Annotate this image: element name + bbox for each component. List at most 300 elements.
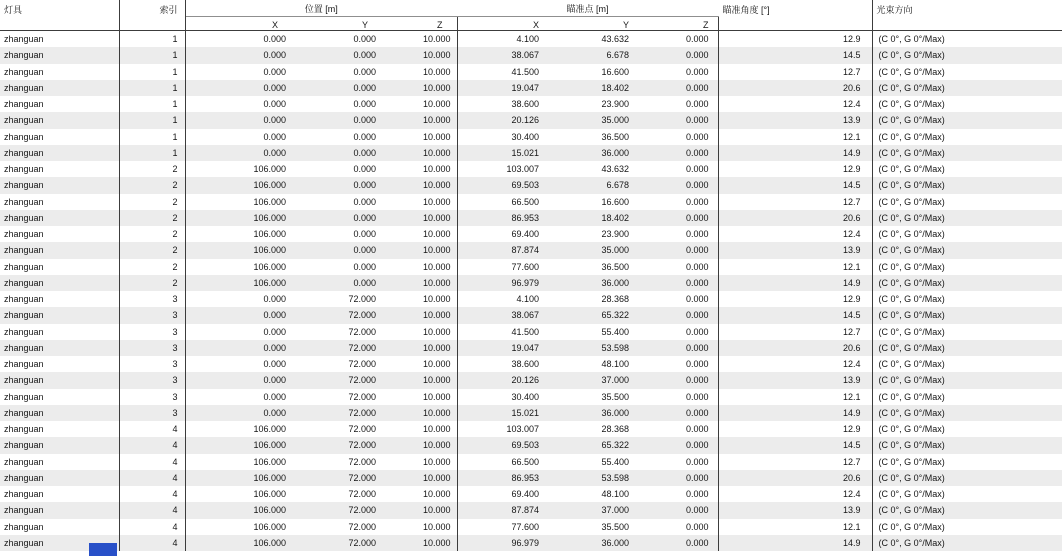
cell-pos-z: 10.000	[382, 275, 457, 291]
cell-aim-x: 69.400	[511, 229, 540, 239]
cell-aim-x: 96.979	[511, 277, 540, 288]
cell-pos-y: 72.000	[348, 294, 376, 304]
cell-luminaire: zhanguan	[0, 291, 119, 307]
table-row[interactable]	[0, 129, 1062, 145]
cell-luminaire: zhanguan	[0, 372, 119, 388]
cell-aim-z: 0.000	[638, 454, 718, 470]
cell-aiming-angle: 20.6	[718, 340, 872, 356]
cell-pos-y: 0.000	[353, 180, 376, 191]
cell-aiming-angle: 12.4	[718, 486, 872, 502]
cell-pos-x: 106.000	[253, 456, 286, 467]
cell-pos-y: 0.000	[353, 82, 376, 93]
cell-index: 4	[119, 535, 185, 551]
cell-pos-x: 106.000	[253, 489, 286, 499]
cell-beam-direction: (C 0°, G 0°/Max)	[878, 164, 945, 174]
cell-aim-z: 0.000	[638, 226, 718, 242]
cell-beam-direction: (C 0°, G 0°/Max)	[878, 472, 945, 483]
cell-beam-direction: (C 0°, G 0°/Max)	[878, 521, 945, 532]
cell-beam-direction: (C 0°, G 0°/Max)	[878, 131, 945, 142]
cell-luminaire: zhanguan	[0, 242, 119, 258]
cell-beam-direction: (C 0°, G 0°/Max)	[878, 505, 945, 516]
cell-beam-direction: (C 0°, G 0°/Max)	[878, 196, 945, 207]
cell-aim-z: 0.000	[638, 486, 718, 502]
cell-aiming-angle: 12.4	[718, 356, 872, 372]
table-row[interactable]	[0, 389, 1062, 405]
cell-aiming-angle: 13.9	[718, 372, 872, 388]
cell-aim-y: 55.400	[601, 456, 630, 467]
cell-aim-z: 0.000	[638, 259, 718, 275]
cell-index: 2	[119, 210, 185, 226]
cell-aim-y: 43.632	[601, 34, 630, 44]
cell-aim-z: 0.000	[638, 421, 718, 437]
cell-aim-z: 0.000	[638, 340, 718, 356]
cell-aim-y: 35.000	[601, 245, 630, 256]
cell-pos-z: 10.000	[382, 437, 457, 453]
cell-pos-z: 10.000	[382, 519, 457, 535]
header-aiming-group: 瞄准点 [m]	[457, 0, 718, 17]
cell-pos-y: 0.000	[353, 212, 376, 223]
cell-pos-z: 10.000	[382, 96, 457, 112]
cell-index: 1	[119, 112, 185, 128]
table-row[interactable]	[0, 454, 1062, 470]
cell-luminaire: zhanguan	[0, 340, 119, 356]
cell-index: 4	[119, 437, 185, 453]
cell-aiming-angle: 12.9	[718, 421, 872, 437]
table-row[interactable]	[0, 340, 1062, 356]
cell-aim-x: 87.874	[511, 505, 540, 516]
header-beam-direction: 光束方向	[872, 0, 1062, 31]
cell-pos-x: 0.000	[263, 66, 286, 77]
cell-pos-x: 106.000	[253, 424, 286, 434]
cell-pos-x: 106.000	[253, 537, 286, 548]
cell-index: 2	[119, 259, 185, 275]
cell-pos-x: 0.000	[263, 50, 286, 61]
header-position-group: 位置 [m]	[185, 0, 457, 17]
cell-aim-z: 0.000	[638, 47, 718, 63]
cell-aim-y: 35.500	[601, 391, 630, 402]
cell-aiming-angle: 14.9	[718, 405, 872, 421]
cell-pos-y: 72.000	[348, 537, 376, 548]
cell-beam-direction: (C 0°, G 0°/Max)	[878, 310, 945, 321]
cell-beam-direction: (C 0°, G 0°/Max)	[878, 359, 945, 369]
cell-pos-x: 0.000	[263, 310, 286, 321]
cell-beam-direction: (C 0°, G 0°/Max)	[878, 407, 945, 418]
cell-luminaire: zhanguan	[0, 31, 119, 48]
cell-pos-x: 0.000	[263, 326, 286, 337]
cell-aiming-angle: 13.9	[718, 242, 872, 258]
table-row[interactable]	[0, 502, 1062, 518]
cell-aiming-angle: 12.9	[718, 291, 872, 307]
cell-aim-x: 20.126	[511, 375, 540, 386]
cell-beam-direction: (C 0°, G 0°/Max)	[878, 66, 945, 77]
cell-beam-direction: (C 0°, G 0°/Max)	[878, 391, 945, 402]
cell-pos-z: 10.000	[382, 356, 457, 372]
cell-pos-y: 72.000	[348, 326, 376, 337]
cell-luminaire: zhanguan	[0, 356, 119, 372]
cell-pos-x: 106.000	[253, 277, 286, 288]
cell-pos-y: 72.000	[348, 310, 376, 321]
cell-luminaire: zhanguan	[0, 405, 119, 421]
cell-aim-x: 69.400	[511, 489, 540, 499]
cell-luminaire: zhanguan	[0, 259, 119, 275]
cell-aim-x: 66.500	[511, 456, 540, 467]
cell-index: 1	[119, 96, 185, 112]
cell-aim-z: 0.000	[638, 64, 718, 80]
cell-index: 3	[119, 291, 185, 307]
cell-aiming-angle: 14.5	[718, 47, 872, 63]
cell-pos-x: 0.000	[263, 407, 286, 418]
table-row[interactable]	[0, 47, 1062, 63]
cell-pos-y: 0.000	[353, 147, 376, 158]
cell-pos-y: 72.000	[348, 521, 376, 532]
table-row[interactable]	[0, 519, 1062, 535]
cell-pos-z: 10.000	[382, 226, 457, 242]
cell-beam-direction: (C 0°, G 0°/Max)	[878, 424, 945, 434]
cell-beam-direction: (C 0°, G 0°/Max)	[878, 115, 945, 126]
table-row[interactable]	[0, 405, 1062, 421]
cell-luminaire: zhanguan	[0, 64, 119, 80]
cell-aim-z: 0.000	[638, 31, 718, 48]
cell-beam-direction: (C 0°, G 0°/Max)	[878, 326, 945, 337]
cell-beam-direction: (C 0°, G 0°/Max)	[878, 277, 945, 288]
cell-aim-z: 0.000	[638, 535, 718, 551]
cell-index: 3	[119, 405, 185, 421]
cell-beam-direction: (C 0°, G 0°/Max)	[878, 261, 945, 272]
cell-aim-z: 0.000	[638, 291, 718, 307]
cell-aim-y: 6.678	[606, 50, 630, 61]
cell-beam-direction: (C 0°, G 0°/Max)	[878, 294, 945, 304]
cell-aim-x: 4.100	[516, 294, 540, 304]
cell-luminaire: zhanguan	[0, 177, 119, 193]
cell-aim-x: 4.100	[516, 34, 540, 44]
cell-pos-y: 0.000	[353, 245, 376, 256]
cell-pos-y: 72.000	[348, 472, 376, 483]
cell-aiming-angle: 14.5	[718, 307, 872, 323]
cell-aim-x: 77.600	[511, 521, 540, 532]
cell-pos-y: 72.000	[348, 424, 376, 434]
cell-aiming-angle: 13.9	[718, 502, 872, 518]
cell-aim-x: 30.400	[511, 391, 540, 402]
cell-luminaire: zhanguan	[0, 194, 119, 210]
cell-index: 2	[119, 161, 185, 177]
cell-pos-z: 10.000	[382, 324, 457, 340]
table-row[interactable]	[0, 242, 1062, 258]
cell-aim-x: 41.500	[511, 66, 540, 77]
table-row[interactable]	[0, 194, 1062, 210]
cell-luminaire: zhanguan	[0, 96, 119, 112]
cell-aim-x: 38.600	[511, 99, 540, 109]
cell-luminaire: zhanguan	[0, 112, 119, 128]
cell-pos-y: 0.000	[353, 99, 376, 109]
cell-aim-x: 103.007	[506, 424, 540, 434]
cell-aiming-angle: 20.6	[718, 470, 872, 486]
cell-pos-y: 72.000	[348, 505, 376, 516]
cell-pos-z: 10.000	[382, 486, 457, 502]
cell-luminaire: zhanguan	[0, 129, 119, 145]
cell-pos-x: 0.000	[263, 391, 286, 402]
cell-pos-x: 0.000	[263, 147, 286, 158]
cell-index: 4	[119, 421, 185, 437]
cell-beam-direction: (C 0°, G 0°/Max)	[878, 212, 945, 223]
cell-pos-z: 10.000	[382, 242, 457, 258]
cell-pos-z: 10.000	[382, 307, 457, 323]
cell-aim-x: 15.021	[511, 407, 540, 418]
cell-aiming-angle: 12.1	[718, 389, 872, 405]
cell-pos-z: 10.000	[382, 112, 457, 128]
cell-index: 2	[119, 226, 185, 242]
cell-index: 3	[119, 324, 185, 340]
table-row[interactable]	[0, 31, 1062, 48]
cell-pos-z: 10.000	[382, 535, 457, 551]
cell-pos-y: 72.000	[348, 391, 376, 402]
cell-pos-x: 0.000	[263, 375, 286, 386]
cell-pos-x: 0.000	[263, 131, 286, 142]
cell-aim-z: 0.000	[638, 161, 718, 177]
header-aim-z: Z	[638, 17, 718, 31]
cell-pos-x: 0.000	[263, 294, 286, 304]
cell-aim-y: 16.600	[601, 66, 630, 77]
cell-beam-direction: (C 0°, G 0°/Max)	[878, 537, 945, 548]
cell-aim-y: 65.322	[601, 310, 630, 321]
cell-aiming-angle: 12.1	[718, 129, 872, 145]
cell-aim-y: 37.000	[601, 375, 630, 386]
table-row[interactable]	[0, 145, 1062, 161]
table-row[interactable]	[0, 259, 1062, 275]
cell-aim-y: 18.402	[601, 212, 630, 223]
table-row[interactable]	[0, 112, 1062, 128]
cell-aim-x: 19.047	[511, 82, 540, 93]
cell-pos-x: 0.000	[263, 115, 286, 126]
cell-luminaire: zhanguan	[0, 389, 119, 405]
cell-aiming-angle: 12.7	[718, 454, 872, 470]
cell-pos-z: 10.000	[382, 31, 457, 48]
cell-pos-y: 0.000	[353, 50, 376, 61]
cell-pos-z: 10.000	[382, 129, 457, 145]
cell-pos-y: 0.000	[353, 277, 376, 288]
table-row[interactable]	[0, 64, 1062, 80]
cell-pos-x: 0.000	[263, 359, 286, 369]
cell-aim-x: 15.021	[511, 147, 540, 158]
table-row[interactable]	[0, 161, 1062, 177]
cell-pos-z: 10.000	[382, 389, 457, 405]
cell-aim-z: 0.000	[638, 177, 718, 193]
cell-pos-z: 10.000	[382, 177, 457, 193]
table-row[interactable]	[0, 291, 1062, 307]
cell-aim-x: 69.503	[511, 440, 540, 451]
table-row[interactable]	[0, 324, 1062, 340]
cell-aim-y: 36.000	[601, 147, 630, 158]
selection-highlight[interactable]	[89, 543, 117, 556]
cell-luminaire: zhanguan	[0, 161, 119, 177]
cell-beam-direction: (C 0°, G 0°/Max)	[878, 180, 945, 191]
cell-aim-y: 48.100	[601, 359, 630, 369]
cell-aiming-angle: 20.6	[718, 210, 872, 226]
cell-aim-z: 0.000	[638, 324, 718, 340]
cell-aim-y: 36.000	[601, 407, 630, 418]
table-row[interactable]	[0, 226, 1062, 242]
cell-aim-y: 16.600	[601, 196, 630, 207]
cell-index: 1	[119, 47, 185, 63]
table-row[interactable]	[0, 80, 1062, 96]
cell-beam-direction: (C 0°, G 0°/Max)	[878, 99, 945, 109]
cell-aim-y: 28.368	[601, 424, 630, 434]
cell-pos-x: 106.000	[253, 261, 286, 272]
cell-pos-y: 0.000	[353, 164, 376, 174]
cell-pos-x: 106.000	[253, 245, 286, 256]
cell-aim-x: 96.979	[511, 537, 540, 548]
cell-aiming-angle: 14.5	[718, 177, 872, 193]
cell-aim-x: 77.600	[511, 261, 540, 272]
cell-luminaire: zhanguan	[0, 210, 119, 226]
cell-index: 3	[119, 340, 185, 356]
cell-pos-y: 72.000	[348, 359, 376, 369]
cell-pos-y: 72.000	[348, 456, 376, 467]
cell-aim-x: 20.126	[511, 115, 540, 126]
cell-pos-z: 10.000	[382, 161, 457, 177]
cell-aim-y: 43.632	[601, 164, 630, 174]
cell-aim-y: 23.900	[601, 229, 630, 239]
cell-aim-x: 86.953	[511, 212, 540, 223]
cell-beam-direction: (C 0°, G 0°/Max)	[878, 82, 945, 93]
cell-aim-y: 35.000	[601, 115, 630, 126]
cell-index: 4	[119, 470, 185, 486]
table-row[interactable]	[0, 356, 1062, 372]
cell-beam-direction: (C 0°, G 0°/Max)	[878, 229, 945, 239]
cell-aim-x: 30.400	[511, 131, 540, 142]
cell-index: 3	[119, 389, 185, 405]
cell-pos-x: 0.000	[263, 34, 286, 44]
cell-pos-z: 10.000	[382, 502, 457, 518]
cell-pos-x: 0.000	[263, 82, 286, 93]
cell-beam-direction: (C 0°, G 0°/Max)	[878, 440, 945, 451]
cell-luminaire: zhanguan	[0, 470, 119, 486]
cell-luminaire: zhanguan	[0, 80, 119, 96]
header-luminaire: 灯具	[0, 0, 119, 31]
cell-index: 2	[119, 275, 185, 291]
header-pos-y: Y	[292, 17, 382, 31]
cell-aiming-angle: 14.9	[718, 275, 872, 291]
cell-index: 3	[119, 307, 185, 323]
header-pos-x: X	[185, 17, 292, 31]
cell-aim-x: 38.600	[511, 359, 540, 369]
cell-pos-y: 0.000	[353, 34, 376, 44]
cell-pos-z: 10.000	[382, 80, 457, 96]
cell-pos-y: 72.000	[348, 342, 376, 353]
cell-aim-z: 0.000	[638, 307, 718, 323]
cell-aim-x: 87.874	[511, 245, 540, 256]
cell-aim-y: 48.100	[601, 489, 630, 499]
cell-aim-y: 6.678	[606, 180, 630, 191]
table-row[interactable]	[0, 307, 1062, 323]
cell-aiming-angle: 20.6	[718, 80, 872, 96]
cell-beam-direction: (C 0°, G 0°/Max)	[878, 34, 945, 44]
cell-luminaire: zhanguan	[0, 535, 119, 551]
cell-aim-z: 0.000	[638, 275, 718, 291]
cell-luminaire: zhanguan	[0, 47, 119, 63]
cell-aim-y: 36.500	[601, 131, 630, 142]
cell-index: 1	[119, 31, 185, 48]
cell-aim-y: 36.500	[601, 261, 630, 272]
cell-aiming-angle: 12.1	[718, 519, 872, 535]
cell-pos-x: 106.000	[253, 196, 286, 207]
cell-beam-direction: (C 0°, G 0°/Max)	[878, 342, 945, 353]
cell-pos-x: 106.000	[253, 164, 286, 174]
cell-pos-x: 0.000	[263, 342, 286, 353]
cell-aim-y: 36.000	[601, 537, 630, 548]
cell-pos-z: 10.000	[382, 145, 457, 161]
cell-pos-y: 72.000	[348, 440, 376, 451]
cell-aiming-angle: 12.9	[718, 161, 872, 177]
table-body	[0, 31, 1062, 552]
table-row[interactable]	[0, 275, 1062, 291]
cell-pos-y: 72.000	[348, 375, 376, 386]
table-row[interactable]	[0, 535, 1062, 551]
cell-aim-z: 0.000	[638, 242, 718, 258]
cell-index: 4	[119, 519, 185, 535]
cell-pos-z: 10.000	[382, 47, 457, 63]
cell-aim-x: 69.503	[511, 180, 540, 191]
cell-pos-y: 0.000	[353, 229, 376, 239]
cell-index: 4	[119, 502, 185, 518]
cell-aim-z: 0.000	[638, 405, 718, 421]
cell-luminaire: zhanguan	[0, 454, 119, 470]
cell-pos-y: 0.000	[353, 115, 376, 126]
cell-aim-z: 0.000	[638, 194, 718, 210]
cell-beam-direction: (C 0°, G 0°/Max)	[878, 489, 945, 499]
cell-pos-z: 10.000	[382, 421, 457, 437]
cell-aim-z: 0.000	[638, 519, 718, 535]
cell-aim-z: 0.000	[638, 389, 718, 405]
cell-luminaire: zhanguan	[0, 519, 119, 535]
cell-pos-x: 106.000	[253, 212, 286, 223]
cell-index: 1	[119, 64, 185, 80]
table-row[interactable]	[0, 96, 1062, 112]
cell-index: 1	[119, 145, 185, 161]
header-pos-z: Z	[382, 17, 457, 31]
cell-pos-y: 0.000	[353, 196, 376, 207]
cell-aim-y: 53.598	[601, 472, 630, 483]
cell-pos-y: 0.000	[353, 66, 376, 77]
table-row[interactable]	[0, 210, 1062, 226]
cell-aim-x: 41.500	[511, 326, 540, 337]
table-row[interactable]	[0, 486, 1062, 502]
cell-pos-x: 106.000	[253, 521, 286, 532]
cell-index: 2	[119, 194, 185, 210]
cell-aim-z: 0.000	[638, 372, 718, 388]
table-row[interactable]	[0, 372, 1062, 388]
cell-pos-x: 106.000	[253, 440, 286, 451]
cell-pos-z: 10.000	[382, 210, 457, 226]
cell-index: 1	[119, 80, 185, 96]
header-index: 索引	[119, 0, 185, 31]
cell-aim-y: 18.402	[601, 82, 630, 93]
cell-pos-x: 106.000	[253, 505, 286, 516]
cell-pos-z: 10.000	[382, 470, 457, 486]
cell-aiming-angle: 13.9	[718, 112, 872, 128]
cell-beam-direction: (C 0°, G 0°/Max)	[878, 375, 945, 386]
cell-aim-z: 0.000	[638, 210, 718, 226]
table-row[interactable]	[0, 421, 1062, 437]
cell-aim-x: 38.067	[511, 50, 540, 61]
table-row[interactable]	[0, 470, 1062, 486]
table-row[interactable]	[0, 177, 1062, 193]
cell-aim-y: 55.400	[601, 326, 630, 337]
cell-aiming-angle: 12.4	[718, 96, 872, 112]
table-row[interactable]	[0, 437, 1062, 453]
cell-aim-y: 53.598	[601, 342, 630, 353]
cell-beam-direction: (C 0°, G 0°/Max)	[878, 50, 945, 61]
cell-luminaire: zhanguan	[0, 486, 119, 502]
